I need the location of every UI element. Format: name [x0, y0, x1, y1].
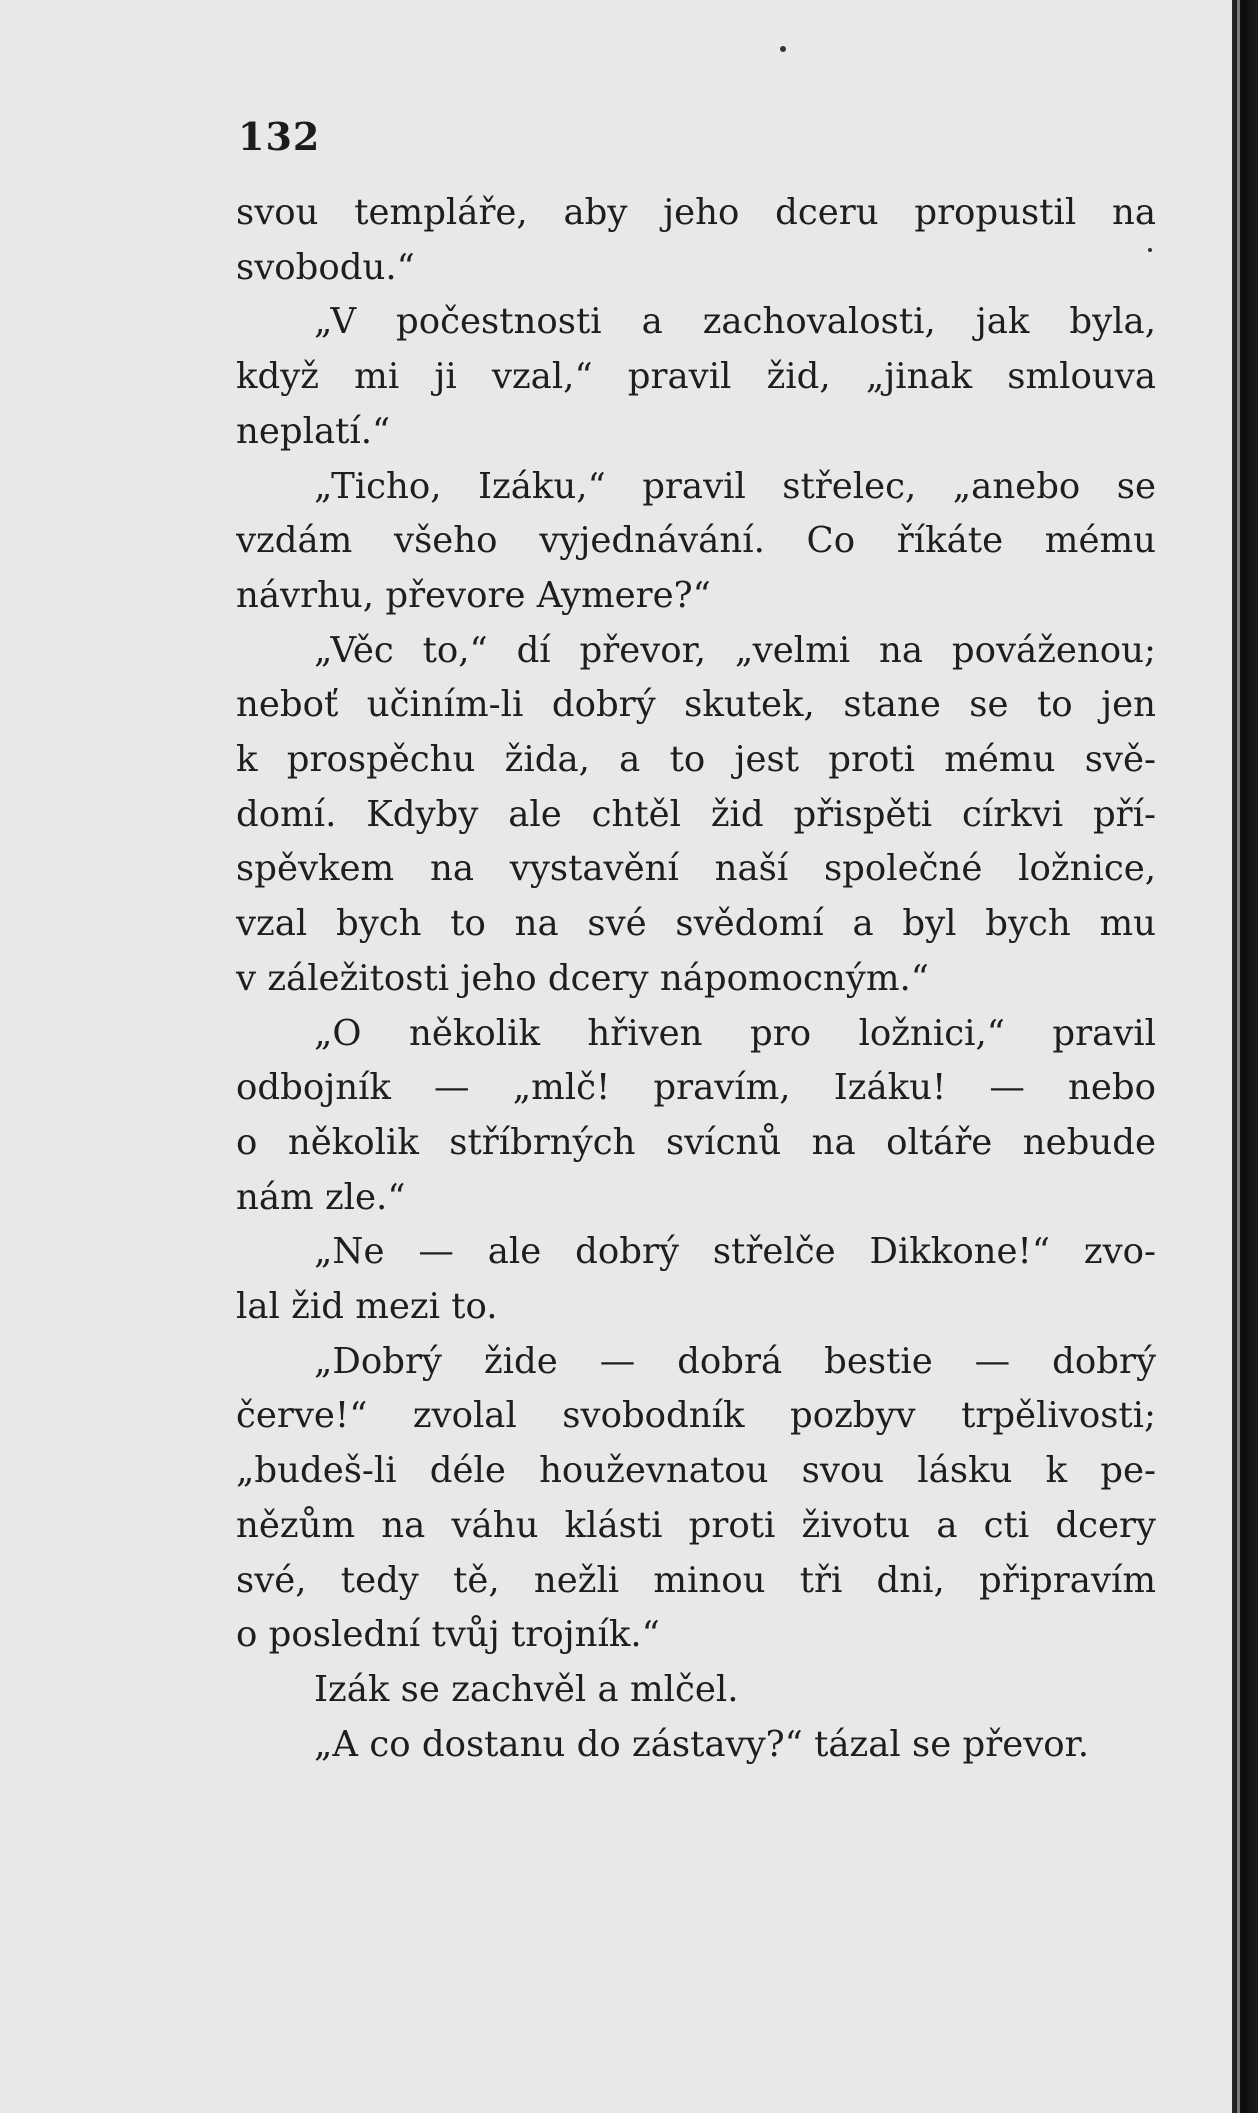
text-line: „A co dostanu do zástavy?“ tázal se převor.	[314, 1723, 1090, 1765]
text-line: nězům na váhu klásti proti životu a cti dcery	[236, 1504, 1156, 1546]
text-line: o několik stříbrných svícnů na oltáře nebude	[236, 1121, 1156, 1163]
text-line: vzal bych to na své svědomí a byl bych mu	[236, 903, 1156, 945]
text-line: lal žid mezi to.	[236, 1286, 498, 1328]
body-text	[236, 186, 1156, 1772]
text-line: „V počestnosti a zachovalosti, jak byla,	[314, 301, 1156, 343]
text-line: své, tedy tě, nežli minou tři dni, připravím	[236, 1559, 1156, 1601]
text-line: „O několik hřiven pro ložnici,“ pravil	[314, 1012, 1156, 1054]
text-line: odbojník — „mlč! pravím, Izáku! — nebo	[236, 1067, 1156, 1109]
text-line: „budeš-li déle houževnatou svou lásku k pe-	[236, 1450, 1156, 1492]
text-line: spěvkem na vystavění naší společné ložnice,	[236, 848, 1156, 890]
text-line: svou templáře, aby jeho dceru propustil na	[236, 192, 1156, 233]
text-line: v záležitosti jeho dcery nápomocným.“	[236, 957, 929, 999]
text-line: o poslední tvůj trojník.“	[236, 1614, 660, 1656]
text-line: k prospěchu žida, a to jest proti mému svě-	[236, 739, 1156, 781]
text-line: „Dobrý žide — dobrá bestie — dobrý	[314, 1340, 1156, 1382]
ink-speck	[780, 46, 786, 52]
text-line: neplatí.“	[236, 410, 391, 452]
text-line: návrhu, převore Aymere?“	[236, 574, 711, 616]
text-line: nám zle.“	[236, 1176, 406, 1218]
text-line: neboť učiním-li dobrý skutek, stane se to jen	[236, 684, 1156, 726]
page-edge	[1232, 0, 1258, 2113]
text-line: „Ticho, Izáku,“ pravil střelec, „anebo se	[314, 465, 1156, 507]
page-edge-highlight	[1237, 0, 1240, 2113]
text-line: vzdám všeho vyjednávání. Co říkáte mému	[236, 520, 1156, 562]
text-line: „Věc to,“ dí převor, „velmi na pováženou;	[314, 629, 1156, 671]
text-line: Izák se zachvěl a mlčel.	[314, 1668, 739, 1710]
text-line: červe!“ zvolal svobodník pozbyv trpělivosti;	[236, 1395, 1156, 1437]
text-line: „Ne — ale dobrý střelče Dikkone!“ zvo-	[314, 1231, 1156, 1273]
page-number: 132	[238, 114, 321, 159]
text-line: svobodu.“	[236, 246, 415, 288]
text-line: když mi ji vzal,“ pravil žid, „jinak smlouva	[236, 356, 1156, 398]
text-line: domí. Kdyby ale chtěl žid přispěti církvi pří-	[236, 793, 1156, 835]
